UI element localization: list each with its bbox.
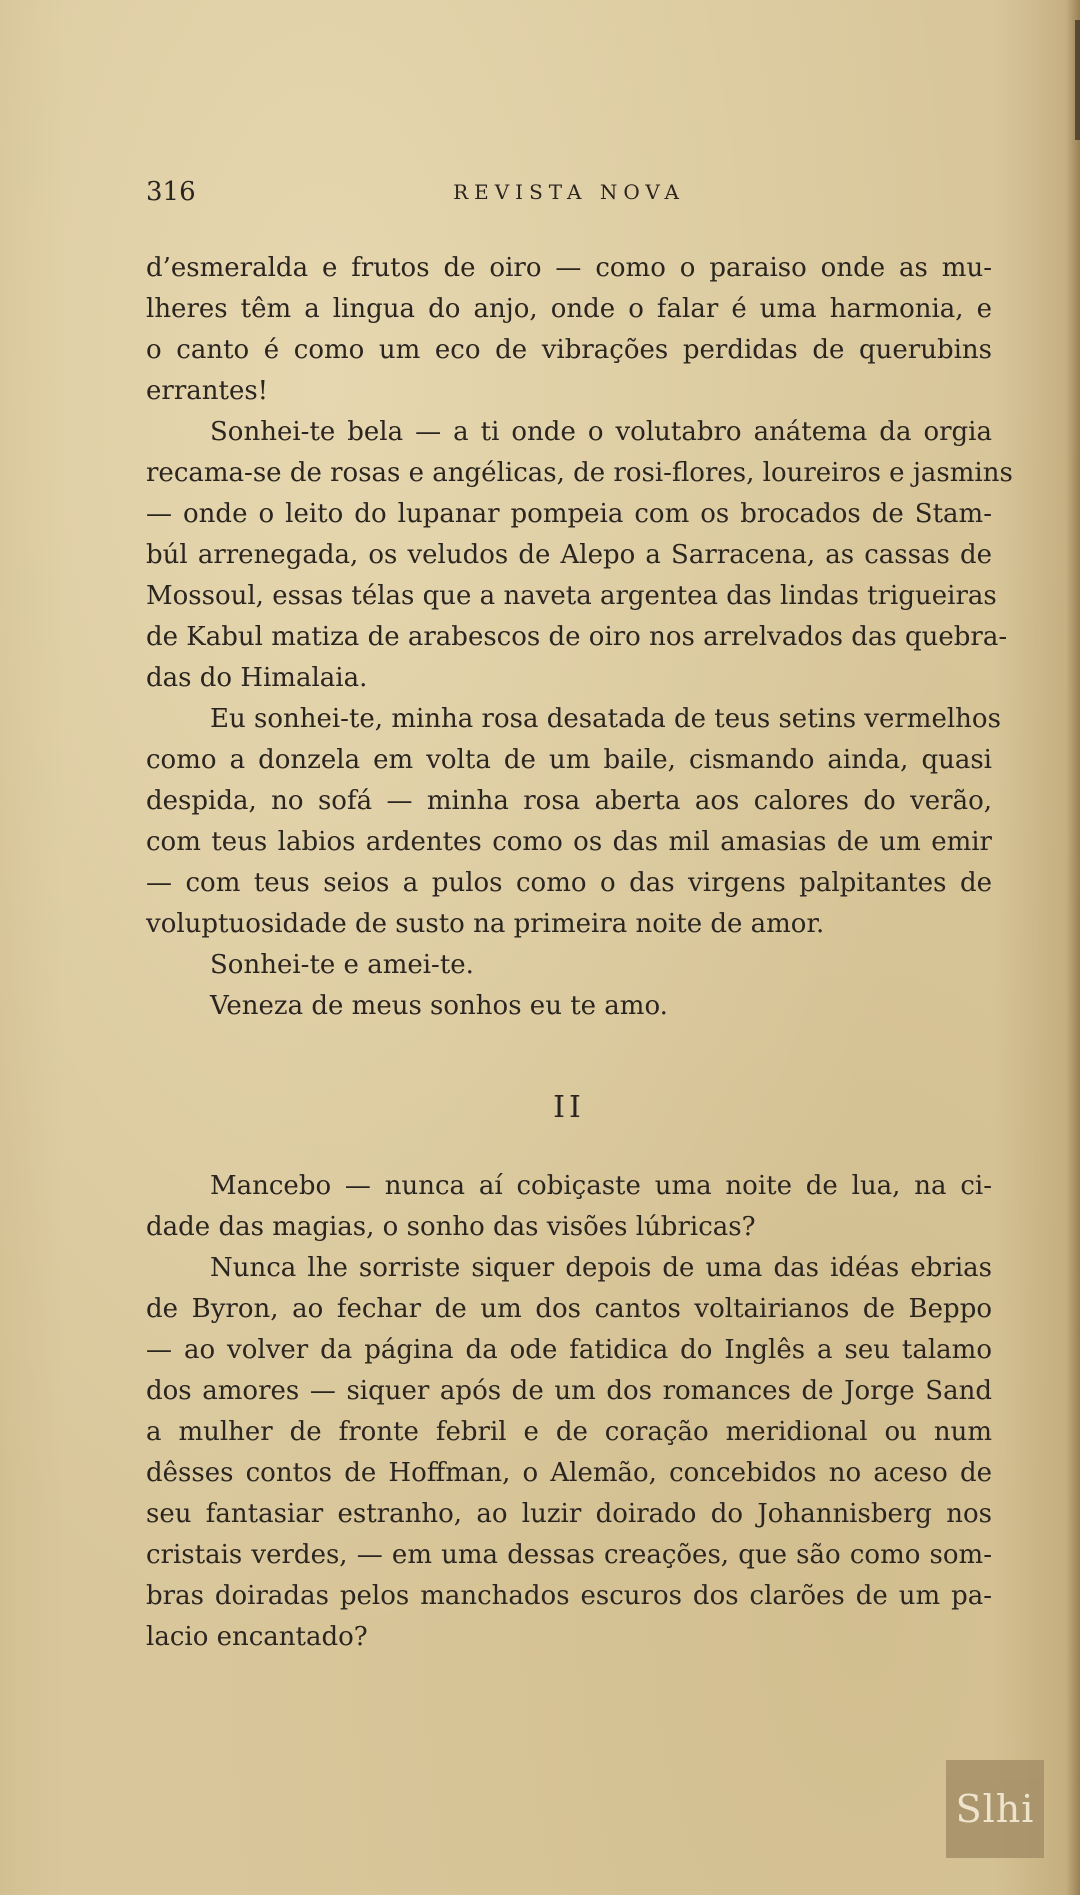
text-line: seu fantasiar estranho, ao luzir doirado do Johannisberg nos <box>146 1499 992 1529</box>
text-line: dade das magias, o sonho das visões lúbricas? <box>146 1212 756 1242</box>
text-line: — onde o leito do lupanar pompeia com os brocados de Stam- <box>146 499 992 529</box>
text-line: búl arrenegada, os veludos de Alepo a Sarracena, as cassas de <box>146 540 992 570</box>
text-line: voluptuosidade de susto na primeira noite de amor. <box>146 909 825 939</box>
section-heading: II <box>553 1090 585 1125</box>
page-header <box>146 172 992 212</box>
text-line: Nunca lhe sorriste siquer depois de uma das idéas ebrias <box>210 1253 992 1283</box>
text-line: de Byron, ao fechar de um dos cantos voltairianos de Beppo <box>146 1294 992 1324</box>
page-edge-shadow <box>1066 0 1080 1895</box>
body-text-part-1 <box>146 248 1013 1027</box>
text-line: como a donzela em volta de um baile, cismando ainda, quasi <box>146 745 992 775</box>
text-line: de Kabul matiza de arabescos de oiro nos arrelvados das quebra- <box>146 622 1008 652</box>
text-line: das do Himalaia. <box>146 663 368 693</box>
text-line: dêsses contos de Hoffman, o Alemão, concebidos no aceso de <box>146 1458 992 1488</box>
running-head: REVISTA NOVA <box>453 180 685 204</box>
text-line: com teus labios ardentes como os das mil amasias de um emir <box>146 827 992 857</box>
library-logo-watermark: Slhi <box>946 1760 1044 1858</box>
text-line: lheres têm a lingua do anjo, onde o falar é uma harmonia, e <box>146 294 992 324</box>
page-edge-mark <box>1075 20 1080 140</box>
text-line: Mossoul, essas télas que a naveta argentea das lindas trigueiras <box>146 581 997 611</box>
body-text-part-2 <box>146 1166 992 1658</box>
text-line: — com teus seios a pulos como o das virgens palpitantes de <box>146 868 992 898</box>
text-line: Veneza de meus sonhos eu te amo. <box>210 991 668 1021</box>
text-line: Sonhei-te e amei-te. <box>210 950 474 980</box>
text-line: lacio encantado? <box>146 1622 368 1652</box>
text-line: bras doiradas pelos manchados escuros dos clarões de um pa- <box>146 1581 992 1611</box>
text-line: despida, no sofá — minha rosa aberta aos calores do verão, <box>146 786 992 816</box>
text-line: errantes! <box>146 376 269 406</box>
text-line: cristais verdes, — em uma dessas creações, que são como som- <box>146 1540 992 1570</box>
text-line: recama-se de rosas e angélicas, de rosi-flores, loureiros e jasmins <box>146 458 1013 488</box>
text-line: Sonhei-te bela — a ti onde o volutabro anátema da orgia <box>210 417 992 447</box>
text-line: Eu sonhei-te, minha rosa desatada de teus setins vermelhos <box>210 704 1001 734</box>
text-line: dos amores — siquer após de um dos romances de Jorge Sand <box>146 1376 992 1406</box>
text-line: o canto é como um eco de vibrações perdidas de querubins <box>146 335 992 365</box>
text-line: — ao volver da página da ode fatidica do Inglês a seu talamo <box>146 1335 992 1365</box>
page-number: 316 <box>146 177 196 207</box>
text-line: Mancebo — nunca aí cobiçaste uma noite de lua, na ci- <box>210 1171 992 1201</box>
text-line: d’esmeralda e frutos de oiro — como o paraiso onde as mu- <box>146 253 992 283</box>
text-line: a mulher de fronte febril e de coração meridional ou num <box>146 1417 992 1447</box>
